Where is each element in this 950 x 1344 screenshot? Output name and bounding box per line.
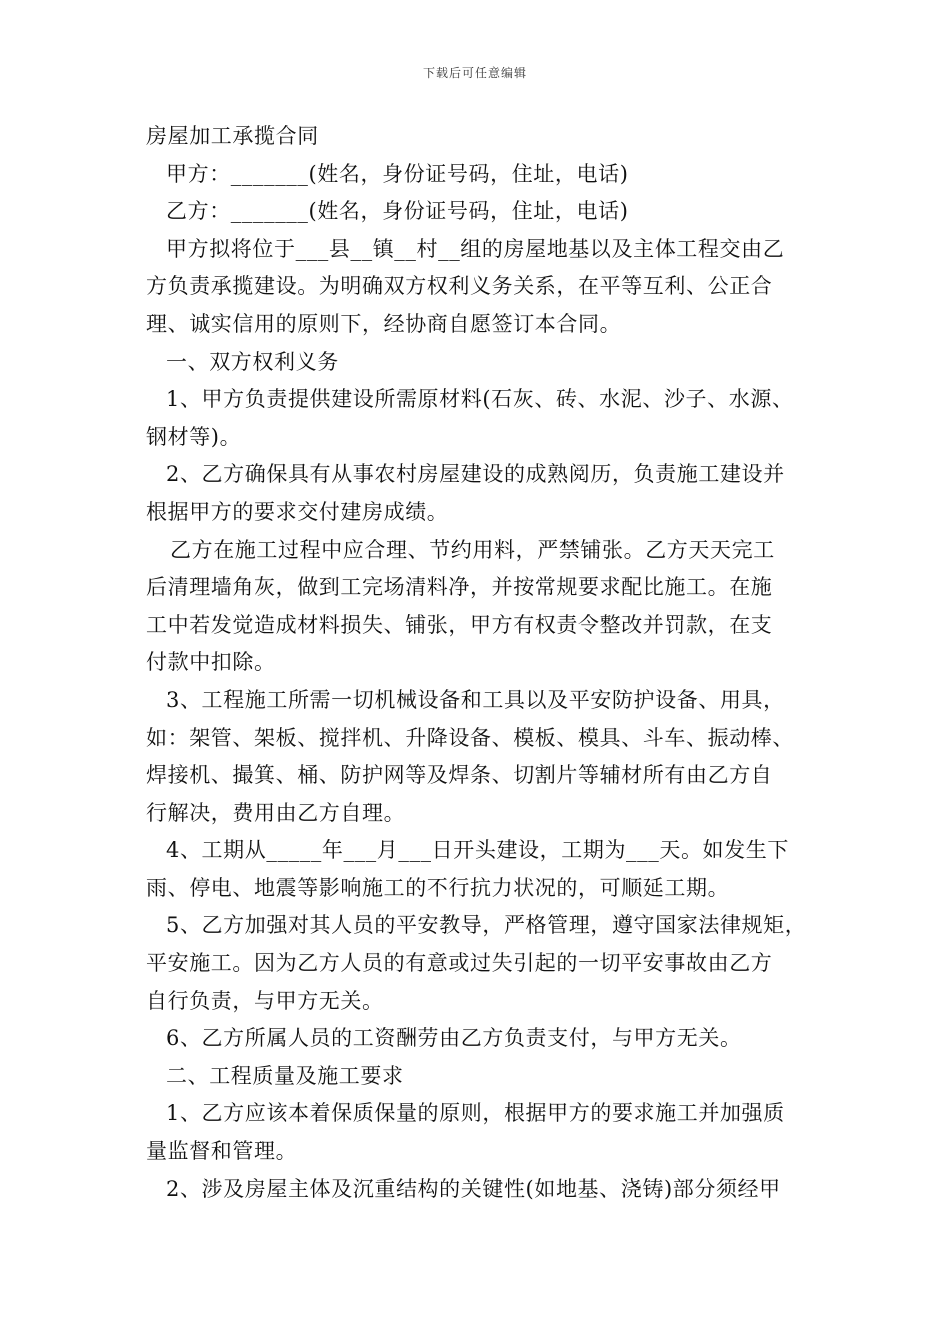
text-line: 甲方拟将位于___县__镇__村__组的房屋地基以及主体工程交由乙 (166, 236, 785, 261)
text-line: 根据甲方的要求交付建房成绩。 (146, 499, 449, 524)
document-title: 房屋加工承揽合同 (146, 124, 319, 148)
page-header: 下载后可任意编辑 (422, 66, 527, 80)
text-line: 钢材等)。 (146, 424, 242, 449)
text-line: 方负责承揽建设。为明确双方权利义务关系，在平等互利、公正合 (146, 274, 773, 299)
text-line: 雨、停电、地震等影响施工的不行抗力状况的，可顺延工期。 (146, 875, 730, 900)
text-line: 乙方在施工过程中应合理、节约用料，严禁铺张。乙方天天完工 (170, 537, 775, 562)
text-line: 行解决，费用由乙方自理。 (146, 800, 406, 825)
text-line: 平安施工。因为乙方人员的有意或过失引起的一切平安事故由乙方 (146, 951, 773, 976)
text-line: 量监督和管理。 (146, 1139, 298, 1164)
text-line: 二、工程质量及施工要求 (166, 1063, 404, 1088)
text-line: 付款中扣除。 (146, 650, 276, 675)
text-line: 甲方：_______(姓名，身份证号码，住址，电话) (166, 161, 629, 186)
text-line: 3、工程施工所需一切机械设备和工具以及平安防护设备、用具， (166, 687, 785, 712)
text-line: 4、工期从_____年___月___日开头建设，工期为___天。如发生下 (166, 838, 789, 863)
contract-body (146, 118, 806, 1208)
text-line: 1、乙方应该本着保质保量的原则，根据甲方的要求施工并加强质 (166, 1101, 785, 1126)
text-line: 如：架管、架板、搅拌机、升降设备、模板、模具、斗车、振动棒、 (146, 725, 794, 750)
text-line: 乙方：_______(姓名，身份证号码，住址，电话) (166, 199, 629, 224)
text-line: 6、乙方所属人员的工资酬劳由乙方负责支付，与甲方无关。 (166, 1026, 742, 1051)
text-line: 一、双方权利义务 (166, 349, 339, 374)
text-line: 2、乙方确保具有从事农村房屋建设的成熟阅历，负责施工建设并 (166, 462, 785, 487)
text-line: 5、乙方加强对其人员的平安教导，严格管理，遵守国家法律规矩， (166, 913, 806, 938)
text-line: 后清理墙角灰，做到工完场清料净，并按常规要求配比施工。在施 (146, 575, 773, 600)
text-line: 工中若发觉造成材料损失、铺张，甲方有权责令整改并罚款，在支 (146, 612, 773, 637)
text-line: 焊接机、撮箕、桶、防护网等及焊条、切割片等辅材所有由乙方自 (146, 763, 773, 788)
text-line: 1、甲方负责提供建设所需原材料(石灰、砖、水泥、沙子、水源、 (166, 387, 794, 412)
text-line: 自行负责，与甲方无关。 (146, 988, 384, 1013)
text-line: 理、诚实信用的原则下，经协商自愿签订本合同。 (146, 311, 622, 336)
text-line: 2、涉及房屋主体及沉重结构的关键性(如地基、浇铸)部分须经甲 (166, 1176, 781, 1201)
